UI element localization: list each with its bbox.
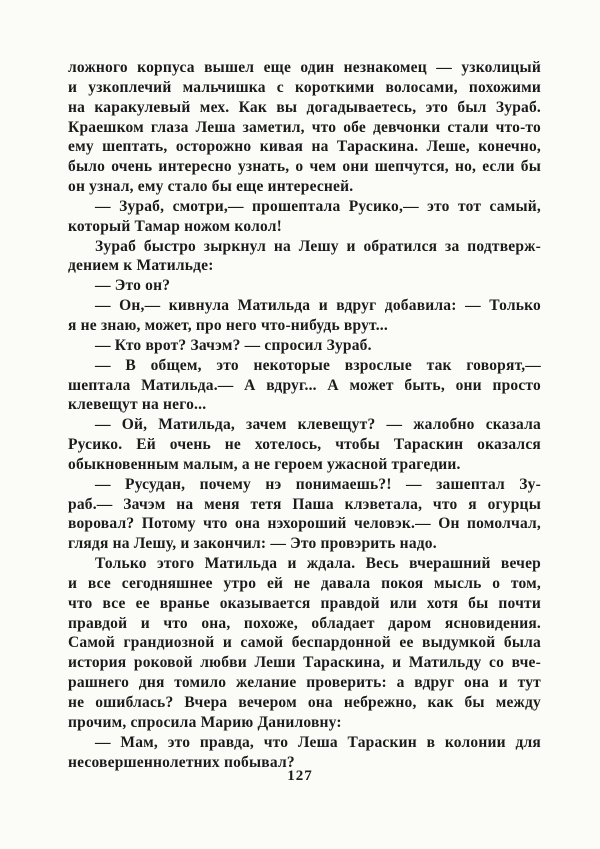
text-line: было очень интересно узнать, о чем они шепчутся, но, если бы xyxy=(68,158,541,176)
text-line: он узнал, ему стало бы еще интересней. xyxy=(68,178,354,196)
text-line: глядя на Лешу, и закончил: — Это провэрить надо. xyxy=(68,535,437,553)
text-line: дением к Матильде: xyxy=(68,257,214,275)
text-line: — Русудан, почему нэ понимаешь?! — зашептал Зу- xyxy=(95,475,541,493)
paragraph xyxy=(68,58,541,197)
text-line: воровал? Потому что она нэхороший человэк.— Он помолчал, xyxy=(68,515,541,533)
text-line: шептала Матильда.— А вдруг... А может быть, они просто xyxy=(68,376,541,394)
text-line: история роковой любви Леши Тараскина, и Матильду со вче- xyxy=(68,654,541,672)
text-line: — Кто врот? Зачэм? — спросил Зураб. xyxy=(95,336,372,354)
text-line: — Это он? xyxy=(95,277,171,295)
text-line: Зураб быстро зыркнул на Лешу и обратился за подтверж- xyxy=(95,237,541,255)
paragraph xyxy=(68,733,541,773)
text-line: Только этого Матильда и ждала. Весь вчерашний вечер xyxy=(95,555,541,573)
text-line: Самой грандиозной и самой беспардонной ее выдумкой была xyxy=(68,634,541,652)
text-line: и узкоплечий мальчишка с короткими волосами, похожими xyxy=(68,78,541,96)
paragraph xyxy=(68,356,541,416)
text-line: — Он,— кивнула Матильда и вдруг добавила: — Только xyxy=(95,297,541,315)
paragraph xyxy=(68,475,541,554)
page-number: 127 xyxy=(287,768,313,784)
paragraph xyxy=(68,554,541,733)
text-line: ему шептать, осторожно кивая на Тараскина. Леше, конечно, xyxy=(68,138,541,156)
paragraph xyxy=(68,415,541,475)
text-line: Краешком глаза Леша заметил, что обе девчонки стали что-то xyxy=(68,118,541,136)
text-line: — Мам, это правда, что Леша Тараскин в колонии для xyxy=(95,733,541,751)
paragraph xyxy=(68,296,541,336)
text-line: что все ее вранье оказывается правдой или хотя бы почти xyxy=(68,594,541,612)
paragraph xyxy=(68,276,541,296)
text-line: несовершеннолетних побывал? xyxy=(68,753,295,771)
text-line: рашнего дня томило желание проверить: а вдруг она и тут xyxy=(68,674,541,692)
text-line: обыкновенным малым, а не героем ужасной трагедии. xyxy=(68,455,461,473)
text-line: и все сегодняшнее утро ей не давала покоя мысль о том, xyxy=(68,574,541,592)
text-line: — В общем, это некоторые взрослые так говорят,— xyxy=(95,356,541,374)
text-line: раб.— Зачэм на меня тетя Паша клэветала, что я огурцы xyxy=(68,495,541,513)
text-line: ложного корпуса вышел еще один незнакомец — узколицый xyxy=(68,59,541,76)
text-line: — Ой, Матильда, зачем клевещут? — жалобно сказала xyxy=(95,416,541,434)
text-line: я не знаю, может, про него что-нибудь врут... xyxy=(68,316,388,334)
text-line: прочим, спросила Марию Даниловну: xyxy=(68,713,342,731)
text-line: который Тамар ножом колол! xyxy=(68,217,282,235)
text-line: на каракулевый мех. Как вы догадываетесь, это был Зураб. xyxy=(68,98,541,116)
text-line: — Зураб, смотри,— прошептала Русико,— это тот самый, xyxy=(95,197,541,215)
text-line: Русико. Ей очень не хотелось, чтобы Тараскин оказался xyxy=(68,436,541,454)
text-line: не ошиблась? Вчера вечером она небрежно, как бы между xyxy=(68,694,541,711)
body-text xyxy=(68,58,541,772)
text-line: правдой и что она, похоже, обладает даром ясновидения. xyxy=(68,614,541,632)
paragraph xyxy=(68,197,541,237)
paragraph xyxy=(68,336,541,356)
paragraph xyxy=(68,237,541,277)
text-line: клевещут на него... xyxy=(68,396,207,414)
